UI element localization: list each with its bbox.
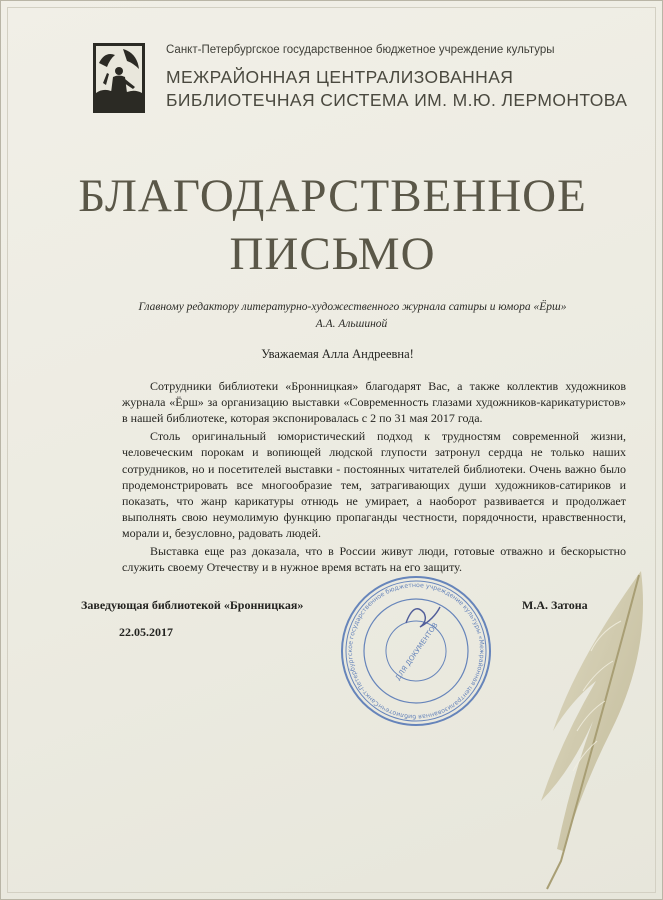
org-name-line-1: МЕЖРАЙОННАЯ ЦЕНТРАЛИЗОВАННАЯ (166, 67, 514, 87)
addressee-position: Главному редактору литературно-художественного журнала сатиры и юмора «Ёрш» (138, 301, 567, 313)
stamp-outer-text: Санкт-Петербургское государственное бюджетное учреждение культуры «Межрайонная централизованная библиотечная (346, 581, 486, 721)
official-seal-stamp (336, 571, 496, 731)
body-paragraph: Сотрудники библиотеки «Бронницкая» благодарят Вас, а также коллектив художников журнала «Ёрш» за организацию выставки «Современность глазами художников-карикатуристов» в нашей библиотеке, которая экспонировалась с 2 по 31 мая 2017 года. (122, 379, 626, 426)
signer-name: М.А. Затона (522, 598, 588, 612)
signer-position: Заведующая библиотекой «Бронницкая» (81, 598, 304, 612)
document-title-line-1: БЛАГОДАРСТВЕННОЕ (78, 170, 587, 222)
org-parent-name: Санкт-Петербургское государственное бюджетное учреждение культуры (166, 44, 555, 56)
stamp-center-text: ДЛЯ ДОКУМЕНТОВ (393, 621, 440, 682)
body-paragraph: Столь оригинальный юмористический подход к трудностям современной жизни, человеческим порокам и вопиющей людской глупости затронул сердца не только наших сотрудников, но и посетителей выставки - постоянных читателей библиотеки. Очень важно было продемонстрировать все многообразие тем, затрагивающих души художников-сатириков и показать, что жанр карикатуры отнюдь не умирает, а наоборот развивается и продолжает выполнять свою неумолимую функцию пропаганды честности, порядочности, нравственности, морали и, безусловно, радовать людей. (122, 429, 626, 541)
lermontov-silhouette-logo-icon (93, 43, 145, 113)
letter-body (122, 378, 626, 577)
body-paragraph: Выставка еще раз доказала, что в России живут люди, готовые отважно и бескорыстно служить своему Отечеству и в нужное время встать на его защиту. (122, 544, 626, 575)
document-title-line-2: ПИСЬМО (229, 228, 436, 280)
org-name-line-2: БИБЛИОТЕЧНАЯ СИСТЕМА ИМ. М.Ю. ЛЕРМОНТОВА (166, 90, 628, 110)
addressee-name: А.А. Альшиной (315, 318, 388, 330)
greeting: Уважаемая Алла Андреевна! (261, 347, 414, 361)
signature-date: 22.05.2017 (119, 625, 173, 639)
